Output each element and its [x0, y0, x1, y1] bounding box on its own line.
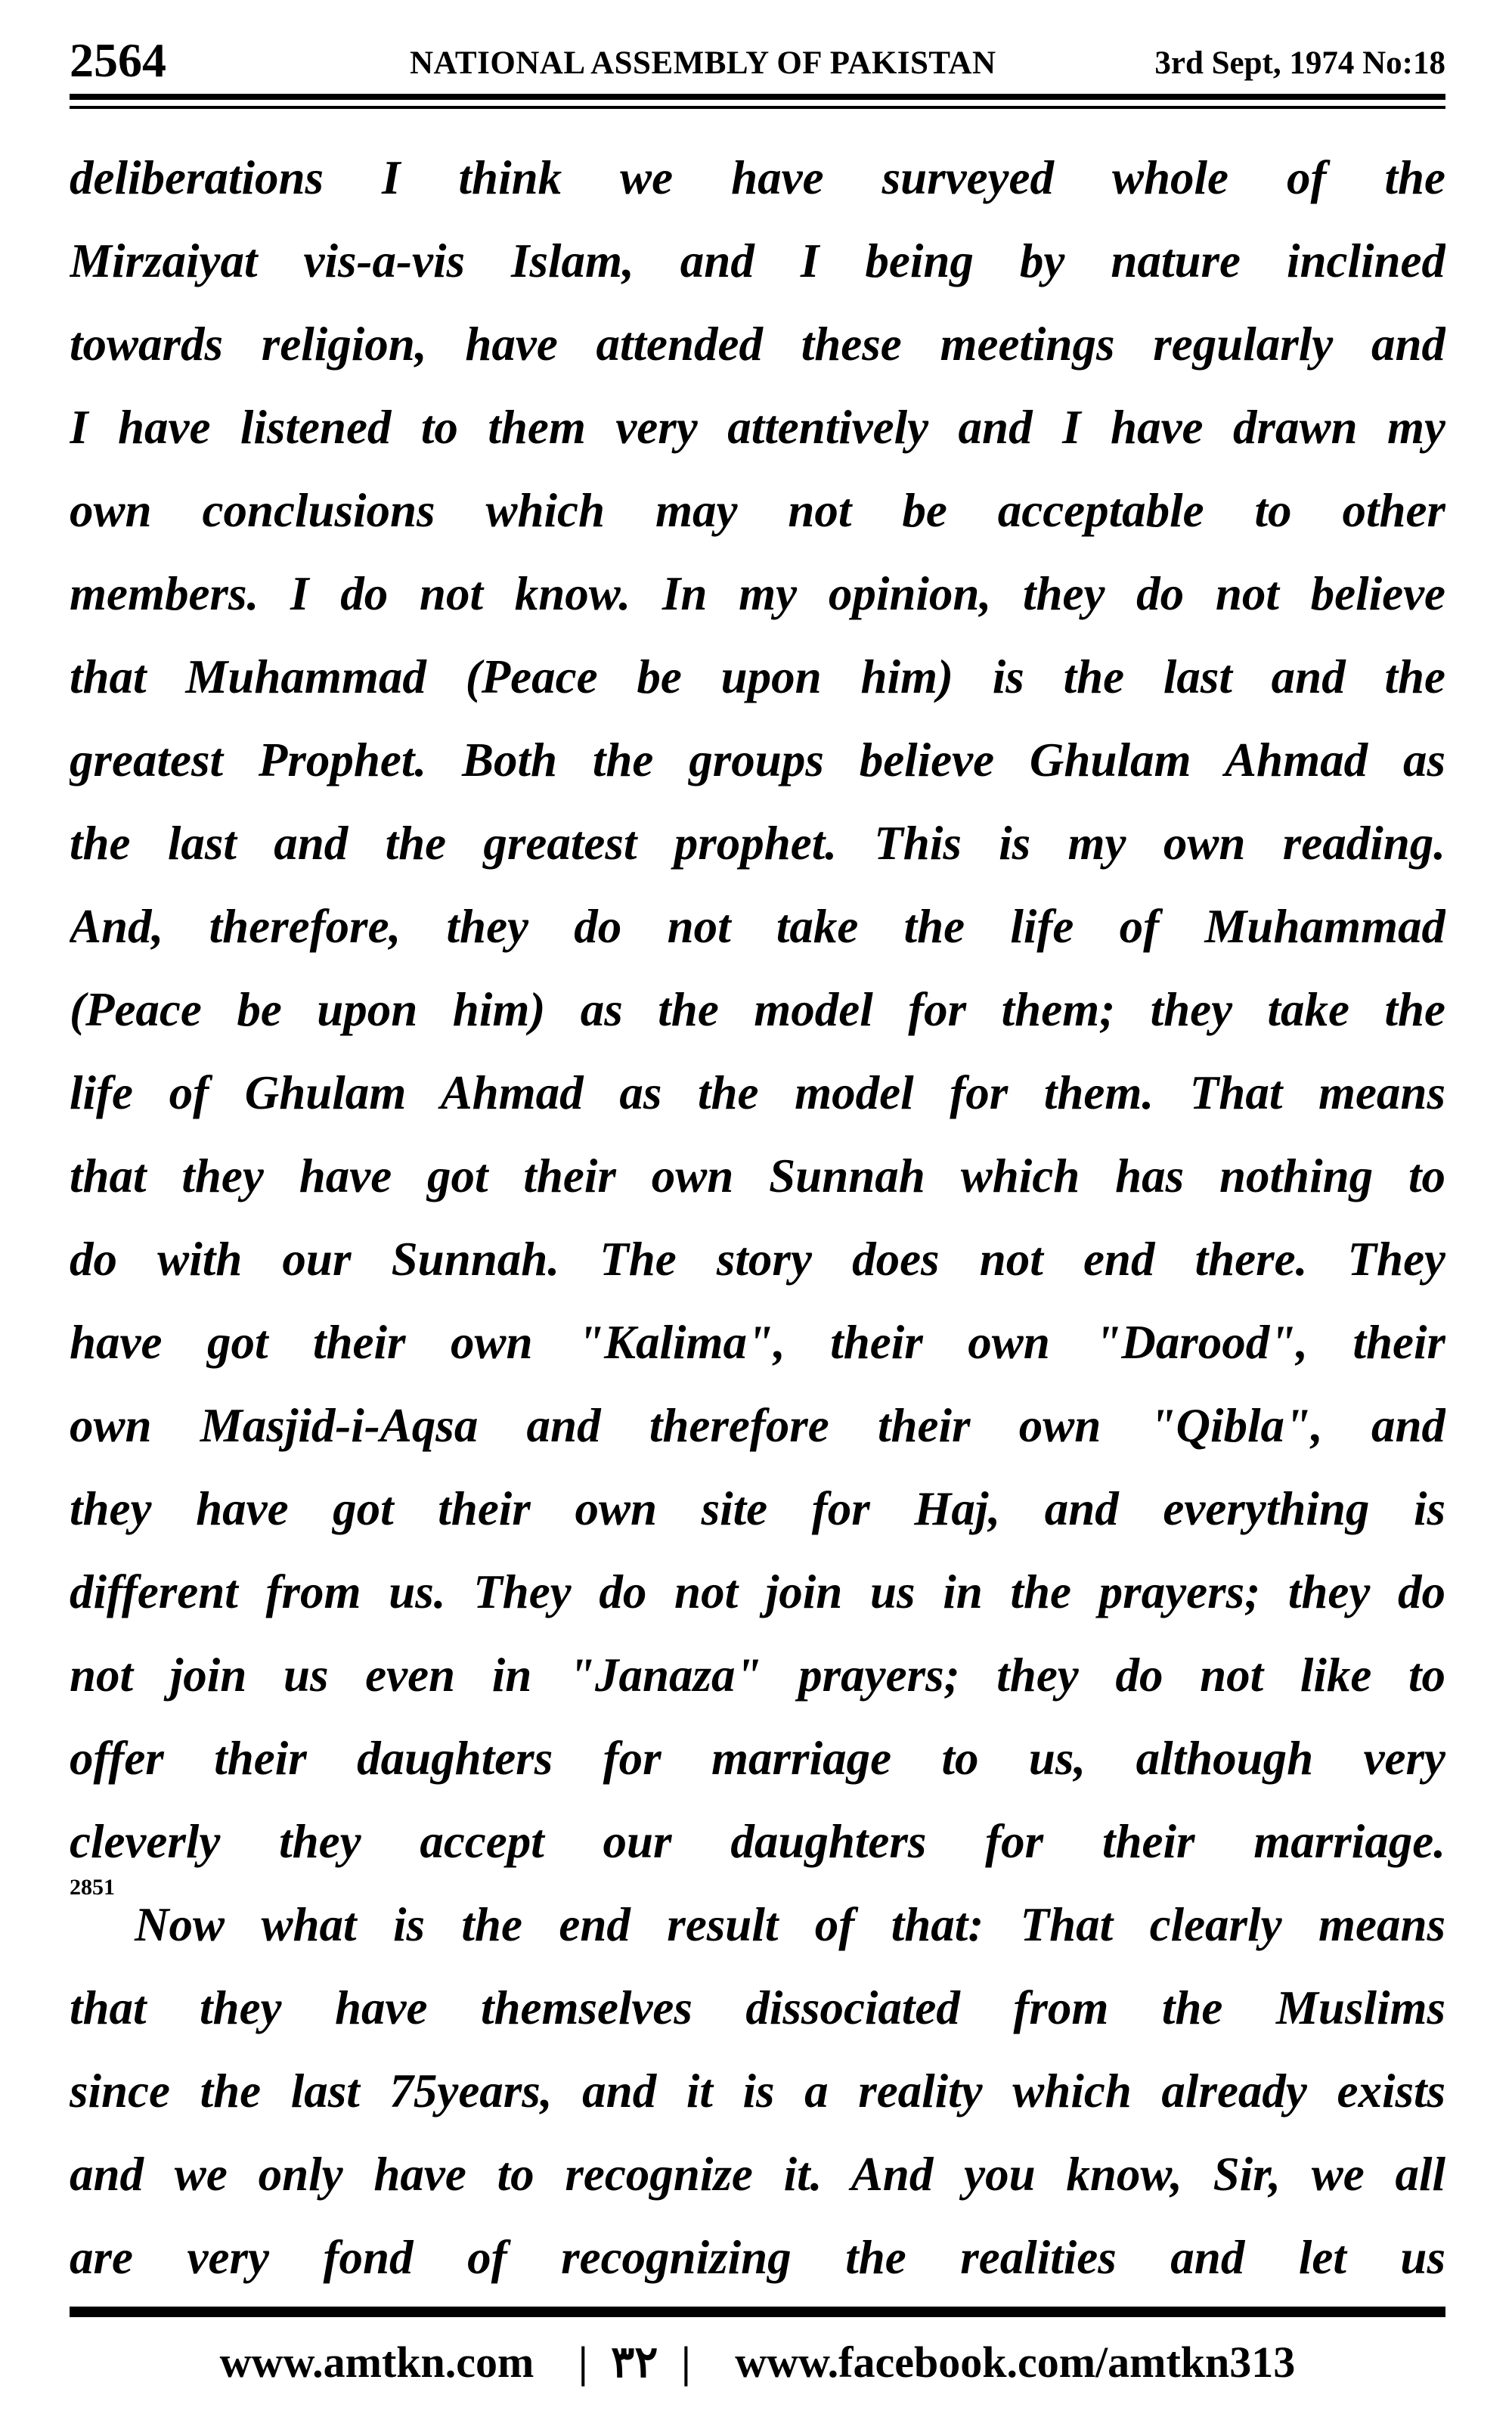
body-line: do with our Sunnah. The story does not end there. They — [70, 1233, 1445, 1286]
body-line: And, therefore, they do not take the life of Muhammad — [70, 900, 1445, 953]
body-line: the last and the greatest prophet. This is my own reading. — [70, 817, 1445, 870]
facebook-link[interactable]: www.facebook.com/amtkn313 — [735, 2338, 1296, 2387]
footer-page-label: ۳۲ — [611, 2338, 658, 2387]
footer-separator: | — [578, 2338, 588, 2387]
footer-separator: | — [680, 2338, 691, 2387]
page-number: 2564 — [70, 33, 166, 87]
header-date-and-number: 3rd Sept, 1974 No:18 — [1154, 45, 1445, 81]
bottom-rule — [70, 2307, 1445, 2317]
body-line: different from us. They do not join us in the prayers; they do — [70, 1565, 1445, 1618]
body-line: members. I do not know. In my opinion, they do not believe — [70, 567, 1445, 620]
body-line: own Masjid-i-Aqsa and therefore their own "Qibla", and — [70, 1399, 1445, 1452]
body-line: they have got their own site for Haj, and everything is — [70, 1482, 1445, 1535]
body-line: own conclusions which may not be acceptable to other — [70, 484, 1445, 537]
body-line-text: Now what is the end result of that: That clearly means — [135, 1898, 1445, 1951]
body-line: cleverly they accept our daughters for their marriage. — [70, 1815, 1445, 1868]
top-rule-thin — [70, 106, 1445, 109]
body-line: since the last 75years, and it is a reality which already exists — [70, 2065, 1445, 2118]
body-line: not join us even in "Janaza" prayers; they do not like to — [70, 1649, 1445, 1702]
body-line: have got their own "Kalima", their own "Darood", their — [70, 1316, 1445, 1369]
body-line: offer their daughters for marriage to us, although very — [70, 1732, 1445, 1785]
body-line: (Peace be upon him) as the model for them; they take the — [70, 983, 1445, 1036]
page-footer — [70, 2325, 1445, 2400]
body-line: and we only have to recognize it. And you know, Sir, we all — [70, 2148, 1445, 2201]
document-body — [70, 136, 1445, 2291]
marginal-page-reference: 2851 — [70, 1875, 115, 1900]
body-line: are very fond of recognizing the realities and let us — [70, 2231, 1445, 2284]
body-line-with-reference — [70, 1875, 1445, 1966]
header-title: NATIONAL ASSEMBLY OF PAKISTAN — [410, 45, 996, 81]
body-line: greatest Prophet. Both the groups believe Ghulam Ahmad as — [70, 734, 1445, 786]
website-link[interactable]: www.amtkn.com — [219, 2338, 534, 2387]
body-line: deliberations I think we have surveyed whole of the — [70, 151, 1445, 204]
body-line: that they have themselves dissociated from the Muslims — [70, 1981, 1445, 2034]
body-line: Mirzaiyat vis-a-vis Islam, and I being by nature inclined — [70, 234, 1445, 287]
body-line: that they have got their own Sunnah which has nothing to — [70, 1150, 1445, 1202]
body-line: I have listened to them very attentively and I have drawn my — [70, 401, 1445, 454]
body-line: life of Ghulam Ahmad as the model for them. That means — [70, 1066, 1445, 1119]
top-rule-thick — [70, 94, 1445, 100]
body-line: towards religion, have attended these meetings regularly and — [70, 318, 1445, 371]
page-header — [70, 30, 1445, 91]
body-line: that Muhammad (Peace be upon him) is the last and the — [70, 650, 1445, 703]
